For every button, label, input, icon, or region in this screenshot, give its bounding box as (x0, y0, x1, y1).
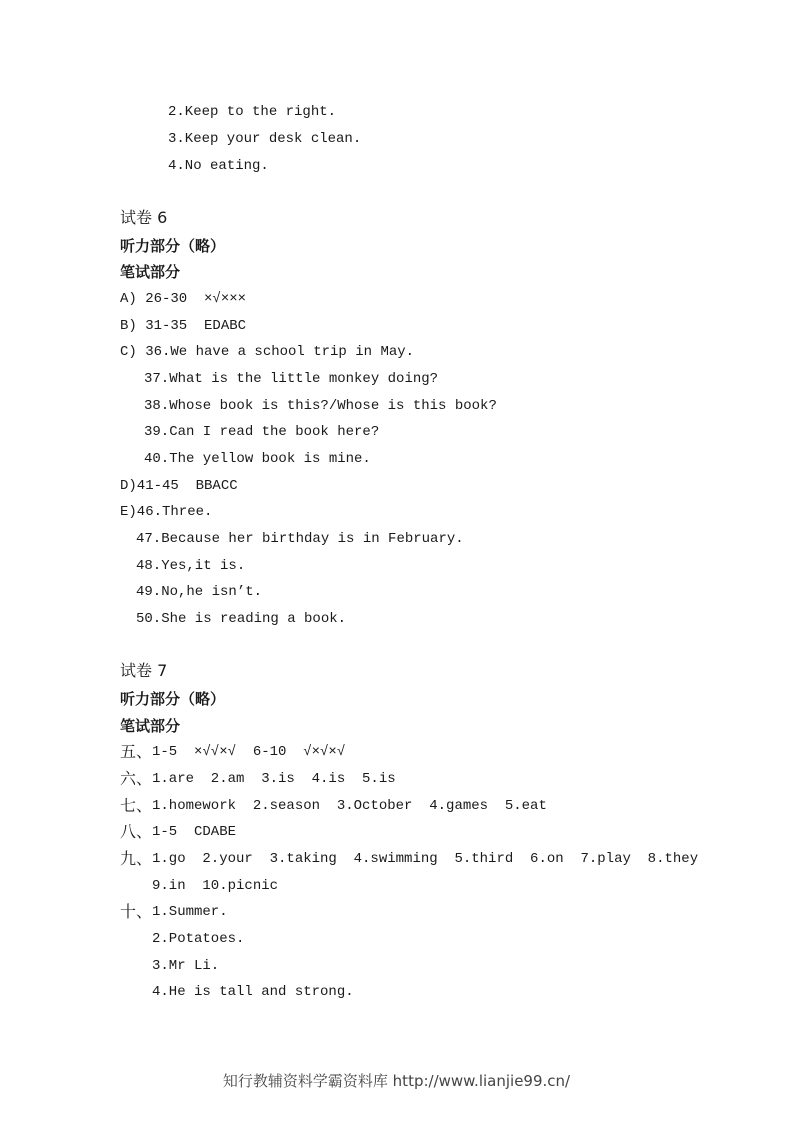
test7-written-heading: 笔试部分 (120, 717, 181, 735)
answer-line: E)46.Three. (120, 504, 213, 520)
answer-line: 4.No eating. (168, 158, 269, 174)
answer-line: D)41-45 BBACC (120, 478, 238, 494)
test7-title: 试卷 7 (120, 661, 168, 680)
test6-title: 试卷 6 (120, 208, 168, 227)
answer-line: 49.No,he isn’t. (136, 584, 263, 600)
answer-line: 1.go 2.your 3.taking 4.swimming 5.third 6.on 7.play 8.they (152, 851, 699, 867)
answer-line: 50.She is reading a book. (136, 611, 347, 627)
page-footer: 知行教辅资料学霸资料库 http://www.lianjie99.cn/ (222, 1072, 571, 1090)
answer-line: 39.Can I read the book here? (144, 424, 380, 440)
answer-line: 3.Mr Li. (152, 958, 220, 974)
section-number: 五、 (120, 742, 153, 761)
answer-line: C) 36.We have a school trip in May. (120, 344, 415, 360)
answer-line: B) 31-35 EDABC (120, 318, 247, 334)
answer-line: 4.He is tall and strong. (152, 984, 354, 1000)
answer-line: 3.Keep your desk clean. (168, 131, 362, 147)
test7-listening-heading: 听力部分（略） (120, 690, 226, 708)
answer-line: 38.Whose book is this?/Whose is this book? (144, 398, 497, 414)
section-number: 六、 (120, 769, 153, 788)
answer-line: 1.homework 2.season 3.October 4.games 5.eat (152, 798, 547, 814)
answer-line: 9.in 10.picnic (152, 878, 279, 894)
section-number: 十、 (120, 902, 153, 921)
answer-line: 1.are 2.am 3.is 4.is 5.is (152, 771, 396, 787)
test6-listening-heading: 听力部分（略） (120, 237, 226, 255)
section-number: 八、 (120, 822, 153, 841)
answer-line: 47.Because her birthday is in February. (136, 531, 464, 547)
answer-line: 37.What is the little monkey doing? (144, 371, 439, 387)
answer-line: 1-5 CDABE (152, 824, 237, 840)
answer-line: 1.Summer. (152, 904, 228, 920)
answer-line: 2.Potatoes. (152, 931, 245, 947)
section-number: 九、 (120, 849, 153, 868)
section-number: 七、 (120, 796, 153, 815)
answer-line: 48.Yes,it is. (136, 558, 246, 574)
answer-line: 1-5 ×√√×√ 6-10 √×√×√ (152, 744, 346, 760)
answer-line: 2.Keep to the right. (168, 104, 337, 120)
answer-line: 40.The yellow book is mine. (144, 451, 371, 467)
test6-written-heading: 笔试部分 (120, 263, 181, 281)
answer-line: A) 26-30 ×√××× (120, 291, 247, 307)
